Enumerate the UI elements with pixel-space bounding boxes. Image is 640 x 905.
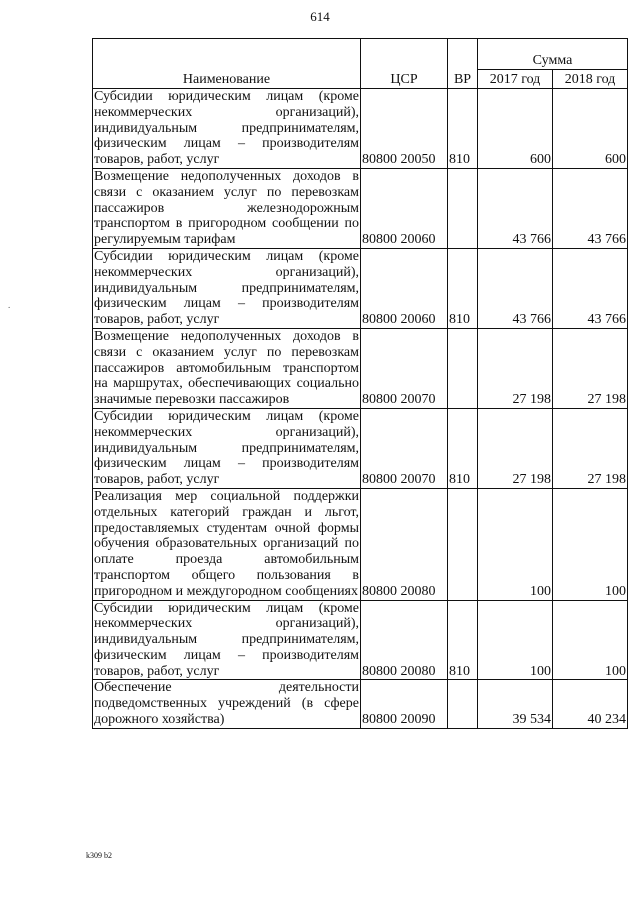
row-sum-2017: 39 534 <box>478 680 553 728</box>
header-sum: Сумма <box>478 39 628 70</box>
row-sum-2017: 600 <box>478 89 553 169</box>
table-row <box>93 248 628 328</box>
page-number: 614 <box>310 9 330 24</box>
table-row <box>93 89 628 169</box>
footer-code: k309 b2 <box>86 851 112 860</box>
budget-table <box>92 38 628 729</box>
table-row <box>93 328 628 408</box>
row-sum-2018: 100 <box>553 600 628 680</box>
row-csr: 80800 20060 <box>361 248 448 328</box>
row-vr: 810 <box>448 408 478 488</box>
row-csr: 80800 20070 <box>361 408 448 488</box>
header-year-2018: 2018 год <box>553 70 628 89</box>
row-sum-2017: 100 <box>478 600 553 680</box>
margin-mark: . <box>8 300 11 310</box>
table-row <box>93 168 628 248</box>
table-body <box>93 89 628 729</box>
header-csr: ЦСР <box>361 39 448 89</box>
row-csr: 80800 20090 <box>361 680 448 728</box>
row-vr: 810 <box>448 600 478 680</box>
row-csr: 80800 20050 <box>361 89 448 169</box>
header-year-2017: 2017 год <box>478 70 553 89</box>
row-sum-2018: 600 <box>553 89 628 169</box>
row-name: Обеспечение деятельности подведомственных учреждений (в сфере дорожного хозяйства) <box>94 680 359 728</box>
row-sum-2018: 40 234 <box>553 680 628 728</box>
row-sum-2017: 27 198 <box>478 328 553 408</box>
row-name: Реализация мер социальной поддержки отдельных категорий граждан и льгот, предоставляемых студентам очной формы обучения образовательных организаций по оплате проезда автомобильным транспортом общего пользования в пригородном и междугородном сообщениях <box>94 488 359 599</box>
table-row <box>93 488 628 600</box>
row-sum-2017: 43 766 <box>478 168 553 248</box>
row-name: Субсидии юридическим лицам (кроме некоммерческих организаций), индивидуальным предпринимателям, физическим лицам – производителям товаров, работ, услуг <box>94 248 359 328</box>
table-row <box>93 600 628 680</box>
row-vr <box>448 328 478 408</box>
table-row <box>93 680 628 728</box>
header-vr: ВР <box>448 39 478 89</box>
table-row <box>93 408 628 488</box>
row-sum-2018: 43 766 <box>553 168 628 248</box>
row-name: Возмещение недополученных доходов в связи с оказанием услуг по перевозкам пассажиров автомобильным транспортом на маршрутах, обеспечивающих социально значимые перевозки пассажиров <box>94 328 359 408</box>
row-csr: 80800 20080 <box>361 488 448 600</box>
row-vr <box>448 488 478 600</box>
row-csr: 80800 20080 <box>361 600 448 680</box>
row-vr <box>448 680 478 728</box>
row-sum-2017: 43 766 <box>478 248 553 328</box>
row-vr <box>448 168 478 248</box>
row-sum-2017: 27 198 <box>478 408 553 488</box>
row-sum-2018: 100 <box>553 488 628 600</box>
row-sum-2018: 43 766 <box>553 248 628 328</box>
row-vr: 810 <box>448 89 478 169</box>
row-name: Субсидии юридическим лицам (кроме некоммерческих организаций), индивидуальным предпринимателям, физическим лицам – производителям товаров, работ, услуг <box>94 89 359 168</box>
row-name: Субсидии юридическим лицам (кроме некоммерческих организаций), индивидуальным предпринимателям, физическим лицам – производителям товаров, работ, услуг <box>94 600 359 679</box>
header-row-top <box>93 39 628 70</box>
row-name: Возмещение недополученных доходов в связи с оказанием услуг по перевозкам пассажиров железнодорожным транспортом в пригородном сообщении по регулируемым тарифам <box>94 168 359 248</box>
header-name: Наименование <box>93 39 361 89</box>
row-sum-2018: 27 198 <box>553 408 628 488</box>
row-sum-2018: 27 198 <box>553 328 628 408</box>
row-name: Субсидии юридическим лицам (кроме некоммерческих организаций), индивидуальным предпринимателям, физическим лицам – производителям товаров, работ, услуг <box>94 408 359 488</box>
row-csr: 80800 20060 <box>361 168 448 248</box>
row-vr: 810 <box>448 248 478 328</box>
row-csr: 80800 20070 <box>361 328 448 408</box>
row-sum-2017: 100 <box>478 488 553 600</box>
